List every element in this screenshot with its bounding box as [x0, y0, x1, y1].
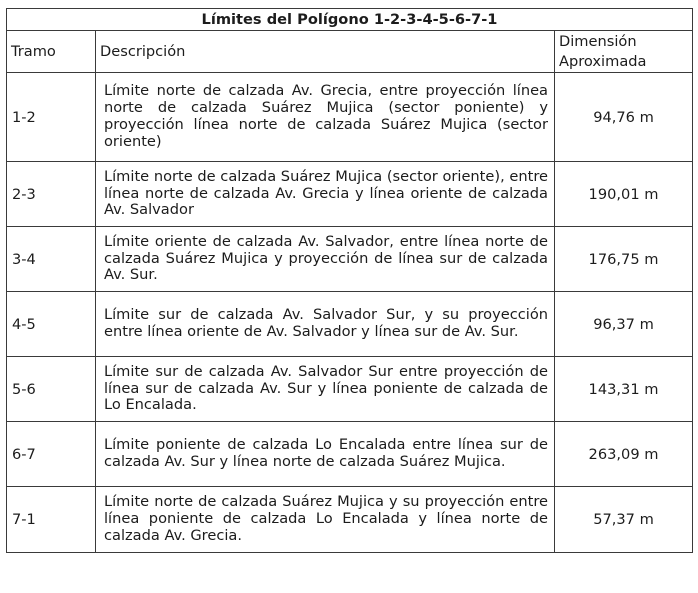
tramo-cell: 1-2 — [7, 73, 96, 162]
tramo-cell: 5-6 — [7, 357, 96, 422]
table-row — [7, 73, 693, 162]
dimension-cell: 143,31 m — [555, 357, 693, 422]
polygon-limits-table — [6, 8, 693, 553]
dimension-cell: 96,37 m — [555, 292, 693, 357]
dimension-cell: 57,37 m — [555, 487, 693, 553]
header-dimension: Dimensión Aproximada — [555, 31, 693, 73]
table-title: Límites del Polígono 1-2-3-4-5-6-7-1 — [7, 9, 693, 31]
description-cell: Límite poniente de calzada Lo Encalada entre línea sur de calzada Av. Sur y línea norte de calzada Suárez Mujica. — [96, 422, 555, 487]
dimension-cell: 263,09 m — [555, 422, 693, 487]
tramo-cell: 3-4 — [7, 227, 96, 292]
description-cell: Límite sur de calzada Av. Salvador Sur entre proyección de línea sur de calzada Av. Sur y línea poniente de calzada de Lo Encalada. — [96, 357, 555, 422]
table-title-row — [7, 9, 693, 31]
table-row — [7, 162, 693, 227]
table-row — [7, 227, 693, 292]
description-cell: Límite norte de calzada Suárez Mujica (sector oriente), entre línea norte de calzada Av. Grecia y línea oriente de calzada Av. Salvador — [96, 162, 555, 227]
header-descripcion: Descripción — [96, 31, 555, 73]
table-header-row — [7, 31, 693, 73]
table-row — [7, 292, 693, 357]
table-row — [7, 422, 693, 487]
tramo-cell: 2-3 — [7, 162, 96, 227]
dimension-cell: 176,75 m — [555, 227, 693, 292]
table-row — [7, 357, 693, 422]
description-cell: Límite norte de calzada Suárez Mujica y su proyección entre línea poniente de calzada Lo Encalada y línea norte de calzada Av. Grecia. — [96, 487, 555, 553]
dimension-cell: 190,01 m — [555, 162, 693, 227]
tramo-cell: 4-5 — [7, 292, 96, 357]
description-cell: Límite oriente de calzada Av. Salvador, entre línea norte de calzada Suárez Mujica y proyección de línea sur de calzada Av. Sur. — [96, 227, 555, 292]
description-cell: Límite sur de calzada Av. Salvador Sur, y su proyección entre línea oriente de Av. Salvador y línea sur de Av. Sur. — [96, 292, 555, 357]
table-row — [7, 487, 693, 553]
description-cell: Límite norte de calzada Av. Grecia, entre proyección línea norte de calzada Suárez Mujica (sector poniente) y proyección línea norte de calzada Suárez Mujica (sector oriente) — [96, 73, 555, 162]
header-tramo: Tramo — [7, 31, 96, 73]
tramo-cell: 6-7 — [7, 422, 96, 487]
tramo-cell: 7-1 — [7, 487, 96, 553]
dimension-cell: 94,76 m — [555, 73, 693, 162]
